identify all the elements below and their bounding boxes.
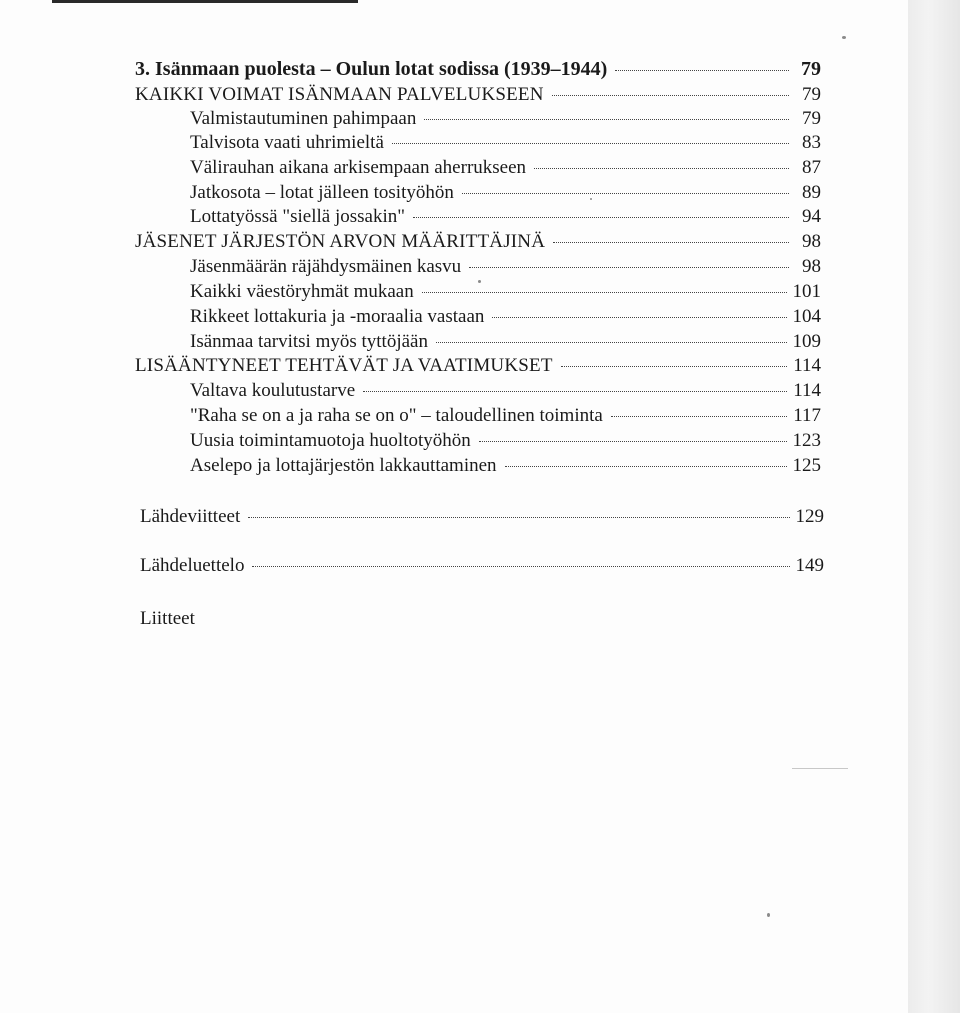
toc-subsection-entry[interactable] bbox=[190, 430, 821, 452]
dot-leader bbox=[392, 143, 789, 144]
toc-entry-title: Talvisota vaati uhrimieltä bbox=[190, 132, 384, 153]
toc-entry-title: Valtava koulutustarve bbox=[190, 380, 356, 401]
toc-entry-page: 109 bbox=[792, 331, 821, 352]
toc-entry-page: 98 bbox=[802, 231, 821, 252]
toc-subsection-entry[interactable] bbox=[190, 380, 821, 402]
toc-section-entry[interactable] bbox=[135, 355, 821, 377]
toc-entry-title: Rikkeet lottakuria ja -moraalia vastaan bbox=[190, 306, 485, 327]
dot-leader bbox=[505, 466, 787, 467]
toc-entry-title: 3. Isänmaan puolesta – Oulun lotat sodissa (1939–1944) bbox=[135, 58, 608, 80]
toc-subsection-entry[interactable] bbox=[190, 132, 821, 154]
toc-entry-title: Välirauhan aikana arkisempaan aherrukseen bbox=[190, 157, 527, 178]
toc-entry-title: Lottatyössä "siellä jossakin" bbox=[190, 206, 405, 227]
scan-scratch bbox=[792, 768, 848, 769]
toc-subsection-entry[interactable] bbox=[190, 306, 821, 328]
toc-entry-title: Aselepo ja lottajärjestön lakkauttaminen bbox=[190, 455, 497, 476]
dot-leader bbox=[611, 416, 787, 417]
toc-subsection-entry[interactable] bbox=[190, 182, 821, 204]
dot-leader bbox=[552, 95, 789, 96]
dot-leader bbox=[479, 441, 787, 442]
toc-entry-title: Jäsenmäärän räjähdysmäinen kasvu bbox=[190, 256, 462, 277]
toc-entry-page: 101 bbox=[792, 281, 821, 302]
toc-entry-page: 79 bbox=[801, 58, 821, 80]
dot-leader bbox=[462, 193, 789, 194]
toc-entry-title: Kaikki väestöryhmät mukaan bbox=[190, 281, 414, 302]
toc-subsection-entry[interactable] bbox=[190, 281, 821, 303]
dot-leader bbox=[615, 70, 789, 71]
dot-leader bbox=[492, 317, 786, 318]
toc-entry-page: 104 bbox=[792, 306, 821, 327]
scan-speck bbox=[590, 198, 592, 200]
dot-leader bbox=[534, 168, 789, 169]
toc-entry-title: KAIKKI VOIMAT ISÄNMAAN PALVELUKSEEN bbox=[135, 84, 544, 105]
dot-leader bbox=[252, 566, 789, 567]
toc-entry-page: 79 bbox=[802, 108, 821, 129]
toc-entry-title: Uusia toimintamuotoja huoltotyöhön bbox=[190, 430, 471, 451]
toc-entry-page: 123 bbox=[792, 430, 821, 451]
toc-entry-page: 83 bbox=[802, 132, 821, 153]
toc-subsection-entry[interactable] bbox=[190, 108, 821, 130]
dot-leader bbox=[363, 391, 787, 392]
dot-leader bbox=[248, 517, 789, 518]
scan-speck bbox=[478, 280, 481, 283]
dot-leader bbox=[436, 342, 787, 343]
toc-entry-page: 117 bbox=[793, 405, 821, 426]
dot-leader bbox=[424, 119, 789, 120]
toc-chapter-entry[interactable] bbox=[135, 58, 821, 80]
toc-entry-title: Lähdeviitteet bbox=[140, 506, 241, 527]
toc-entry-title: JÄSENET JÄRJESTÖN ARVON MÄÄRITTÄJINÄ bbox=[135, 231, 546, 252]
dot-leader bbox=[413, 217, 789, 218]
toc-subsection-entry[interactable] bbox=[190, 405, 821, 427]
toc-subsection-entry[interactable] bbox=[190, 256, 821, 278]
toc-entry-page: 114 bbox=[793, 380, 821, 401]
dot-leader bbox=[469, 267, 789, 268]
scan-speck bbox=[842, 36, 846, 39]
toc-backmatter-entry[interactable] bbox=[140, 506, 824, 528]
toc-entry-page: 129 bbox=[795, 506, 824, 527]
toc-entry-title: "Raha se on a ja raha se on o" – taloudellinen toiminta bbox=[190, 405, 603, 426]
toc-entry-title: Isänmaa tarvitsi myös tyttöjään bbox=[190, 331, 428, 352]
toc-backmatter-entry[interactable] bbox=[140, 608, 221, 630]
toc-subsection-entry[interactable] bbox=[190, 157, 821, 179]
toc-section-entry[interactable] bbox=[135, 231, 821, 253]
toc-entry-title: Lähdeluettelo bbox=[140, 555, 245, 576]
toc-entry-page: 114 bbox=[793, 355, 821, 376]
toc-entry-page: 149 bbox=[795, 555, 824, 576]
dot-leader bbox=[561, 366, 788, 367]
toc-entry-page: 89 bbox=[802, 182, 821, 203]
toc-entry-title: LISÄÄNTYNEET TEHTÄVÄT JA VAATIMUKSET bbox=[135, 355, 553, 376]
toc-entry-page: 125 bbox=[792, 455, 821, 476]
toc-entry-page: 79 bbox=[802, 84, 821, 105]
toc-subsection-entry[interactable] bbox=[190, 206, 821, 228]
toc-subsection-entry[interactable] bbox=[190, 331, 821, 353]
dot-leader bbox=[553, 242, 789, 243]
toc-section-entry[interactable] bbox=[135, 84, 821, 106]
toc-subsection-entry[interactable] bbox=[190, 455, 821, 477]
toc-entry-title: Liitteet bbox=[140, 608, 195, 629]
scan-shadow-edge bbox=[908, 0, 960, 1013]
toc-entry-title: Jatkosota – lotat jälleen tosityöhön bbox=[190, 182, 454, 203]
toc-entry-page: 98 bbox=[802, 256, 821, 277]
toc-entry-page: 94 bbox=[802, 206, 821, 227]
toc-entry-title: Valmistautuminen pahimpaan bbox=[190, 108, 417, 129]
toc-backmatter-entry[interactable] bbox=[140, 555, 824, 577]
dot-leader bbox=[422, 292, 787, 293]
scan-speck bbox=[767, 913, 770, 917]
toc-entry-page: 87 bbox=[802, 157, 821, 178]
